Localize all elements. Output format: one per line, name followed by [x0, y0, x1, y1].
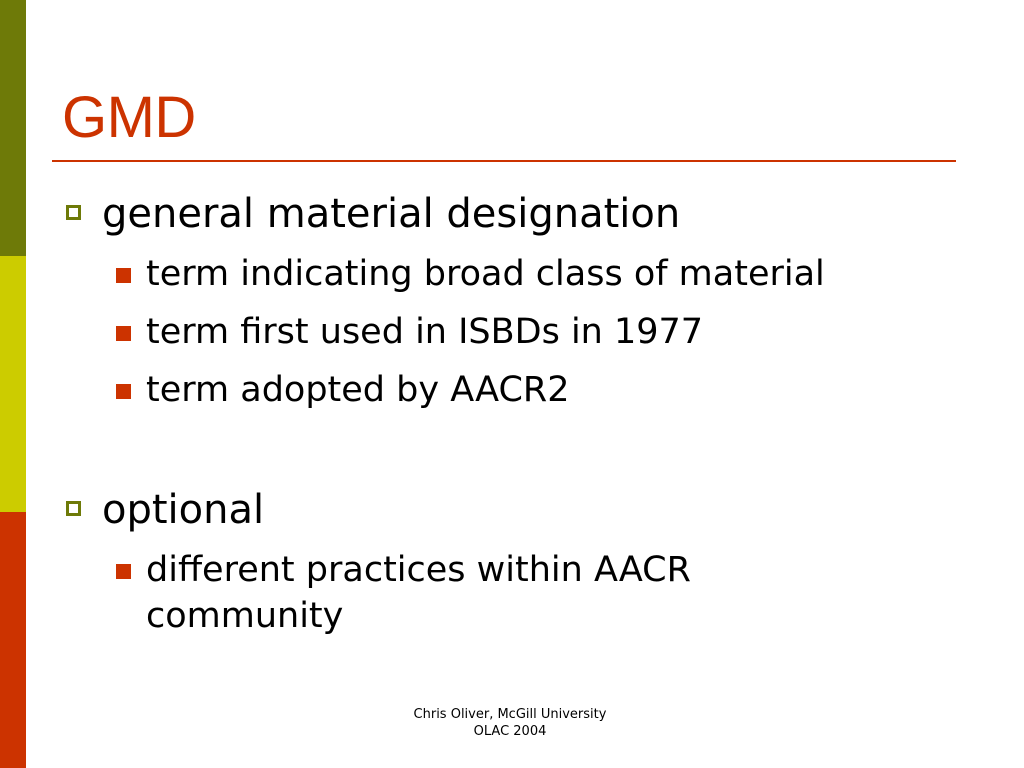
bullet-text: optional — [102, 487, 265, 533]
slide-footer — [380, 706, 640, 740]
slide-title: GMD — [62, 85, 196, 150]
subbullet-text: term indicating broad class of material — [146, 254, 825, 294]
bullet-text: general material designation — [102, 191, 681, 237]
footer-event: OLAC 2004 — [473, 724, 547, 739]
subbullet-text: term adopted by AACR2 — [146, 370, 570, 410]
filled-square-bullet-icon — [116, 384, 131, 399]
footer-author: Chris Oliver, McGill University — [413, 707, 607, 722]
filled-square-bullet-icon — [116, 564, 131, 579]
subbullet-text: term first used in ISBDs in 1977 — [146, 312, 704, 352]
filled-square-bullet-icon — [116, 326, 131, 341]
hollow-square-bullet-icon — [66, 501, 81, 516]
hollow-square-bullet-icon — [66, 205, 81, 220]
subbullet-text: different practices within AACR community — [146, 550, 691, 636]
filled-square-bullet-icon — [116, 268, 131, 283]
